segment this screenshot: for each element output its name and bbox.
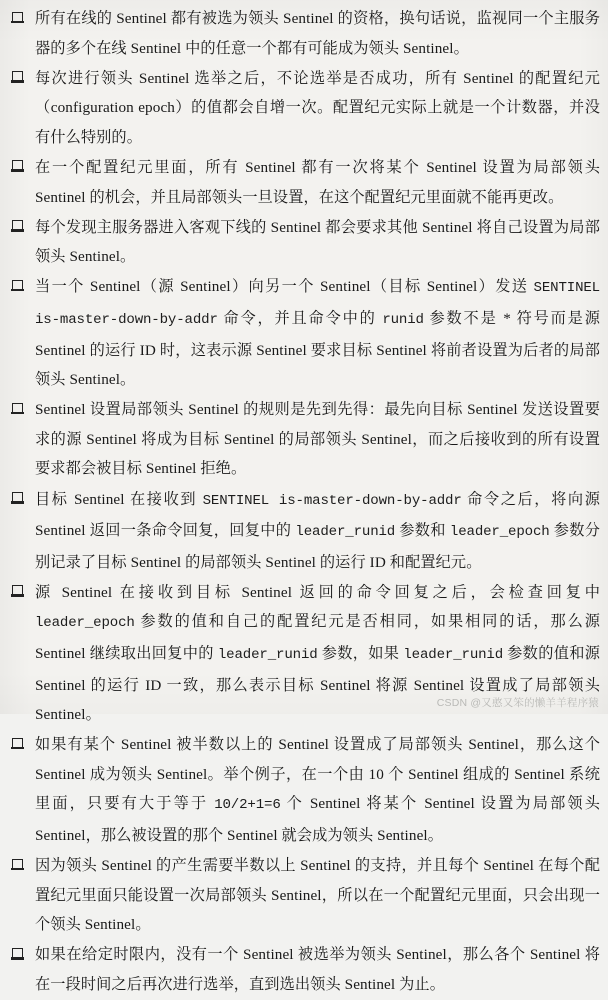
inline-code: SENTINEL is-master-down-by-addr	[35, 280, 608, 328]
list-item	[8, 213, 600, 272]
text-run: 命令之后，将向源 Sentinel 返回一条命令回复，回复中的	[35, 490, 600, 540]
list-item-text	[35, 946, 600, 993]
text-run: 参数和	[395, 522, 450, 540]
inline-code: leader_runid	[295, 524, 396, 541]
text-run: 每次进行领头 Sentinel 选举之后，不论选举是否成功，所有 Sentinel 的配置纪元（configuration epoch）的值都会自增一次。配置纪元实际上就是一个计数器，并没有什么特别的。	[35, 69, 600, 146]
text-run: 命令，并且命令中的	[217, 309, 383, 327]
text-run: 参数不是 * 符号而是源 Sentinel 的运行 ID 时，这表示源 Sentinel 要求目标 Sentinel 将前者设置为后者的局部领头 Sentinel。	[35, 309, 600, 389]
list-item-text	[35, 219, 600, 266]
hollow-square-bullet-icon	[12, 220, 23, 231]
text-run: 如果在给定时限内，没有一个 Sentinel 被选举为领头 Sentinel，那么各个 Sentinel 将在一段时间之后再次进行选举，直到选出领头 Sentinel 为止。	[35, 946, 600, 993]
hollow-square-bullet-icon	[12, 280, 23, 291]
list-item-text	[35, 10, 600, 57]
inline-code: runid	[382, 311, 424, 328]
hollow-square-bullet-icon	[12, 738, 23, 749]
hollow-square-bullet-icon	[12, 859, 23, 870]
list-item-text	[35, 857, 600, 933]
inline-code: leader_runid	[217, 646, 318, 663]
text-run: 源 Sentinel 在接收到目标 Sentinel 返回的命令回复之后，会检查回复中	[35, 583, 600, 601]
text-run: 参数，如果	[317, 644, 404, 662]
list-item	[8, 64, 600, 153]
list-item	[8, 851, 600, 940]
list-item	[8, 730, 600, 850]
list-item-text	[35, 159, 600, 206]
hollow-square-bullet-icon	[12, 12, 23, 23]
inline-code: SENTINEL is-master-down-by-addr	[202, 492, 462, 509]
text-run: 每个发现主服务器进入客观下线的 Sentinel 都会要求其他 Sentinel 将自己设置为局部领头 Sentinel。	[35, 218, 600, 266]
hollow-square-bullet-icon	[12, 160, 23, 171]
text-run: 目标 Sentinel 在接收到	[35, 490, 203, 508]
text-run: 参数分别记录了目标 Sentinel 的局部领头 Sentinel 的运行 ID 和配置纪元。	[35, 522, 601, 571]
text-run: 如果有某个 Sentinel 被半数以上的 Sentinel 设置成了局部领头 Sentinel，那么这个 Sentinel 成为领头 Sentinel。举个例子，在一个由 10 个 Sentinel 组成的 Sentinel 系统里面，只要有大于等于	[35, 736, 600, 813]
text-run: 参数的值和源 Sentinel 的运行 ID 一致，那么表示目标 Sentinel 将源 Sentinel 设置成了局部领头 Sentinel。	[35, 644, 601, 724]
hollow-square-bullet-icon	[12, 492, 23, 503]
list-item	[8, 395, 600, 484]
hollow-square-bullet-icon	[12, 585, 23, 596]
text-run: 当一个 Sentinel（源 Sentinel）向另一个 Sentinel（目标 Sentinel）发送	[35, 278, 534, 296]
inline-code: leader_epoch	[449, 524, 550, 541]
inline-code: 10/2+1=6	[214, 797, 281, 814]
text-run: 所有在线的 Sentinel 都有被选为领头 Sentinel 的资格，换句话说，监视同一个主服务器的多个在线 Sentinel 中的任意一个都有可能成为领头 Sentinel。	[35, 10, 600, 57]
list-item-text	[35, 736, 600, 844]
list-item	[8, 4, 600, 63]
list-item	[8, 940, 600, 999]
text-run: 个 Sentinel 将某个 Sentinel 设置为局部领头 Sentinel，那么被设置的那个 Sentinel 就会成为领头 Sentinel。	[35, 795, 601, 845]
text-run: 因为领头 Sentinel 的产生需要半数以上 Sentinel 的支持，并且每个 Sentinel 在每个配置纪元里面只能设置一次局部领头 Sentinel，所以在一个配置纪元里面，只会出现一个领头 Sentinel。	[35, 857, 600, 934]
hollow-square-bullet-icon	[12, 948, 23, 959]
list-item-text	[35, 278, 608, 388]
list-item-text	[35, 401, 600, 477]
list-item-text	[35, 70, 600, 146]
list-item	[8, 153, 600, 212]
text-run: Sentinel 设置局部领头 Sentinel 的规则是先到先得：最先向目标 Sentinel 发送设置要求的源 Sentinel 将成为目标 Sentinel 的局部领头 Sentinel，而之后接收到的所有设置要求都会被目标 Sentinel 拒绝。	[35, 401, 600, 478]
text-run: 在一个配置纪元里面，所有 Sentinel 都有一次将某个 Sentinel 设置为局部领头 Sentinel 的机会，并且局部领头一旦设置，在这个配置纪元里面就不能再更改。	[35, 158, 600, 206]
csdn-watermark: CSDN @又憨又笨的懒羊羊程序猿	[436, 697, 599, 709]
inline-code: leader_epoch	[35, 615, 135, 632]
sentinel-rules-list	[8, 4, 608, 1000]
hollow-square-bullet-icon	[12, 403, 23, 414]
list-item	[8, 485, 600, 578]
list-item-text	[35, 491, 600, 571]
text-run: 参数的值和自己的配置纪元是否相同，如果相同的话，那么源 Sentinel 继续取出回复中的	[35, 613, 600, 662]
inline-code: leader_runid	[403, 646, 504, 663]
hollow-square-bullet-icon	[12, 71, 23, 82]
list-item	[8, 272, 608, 394]
